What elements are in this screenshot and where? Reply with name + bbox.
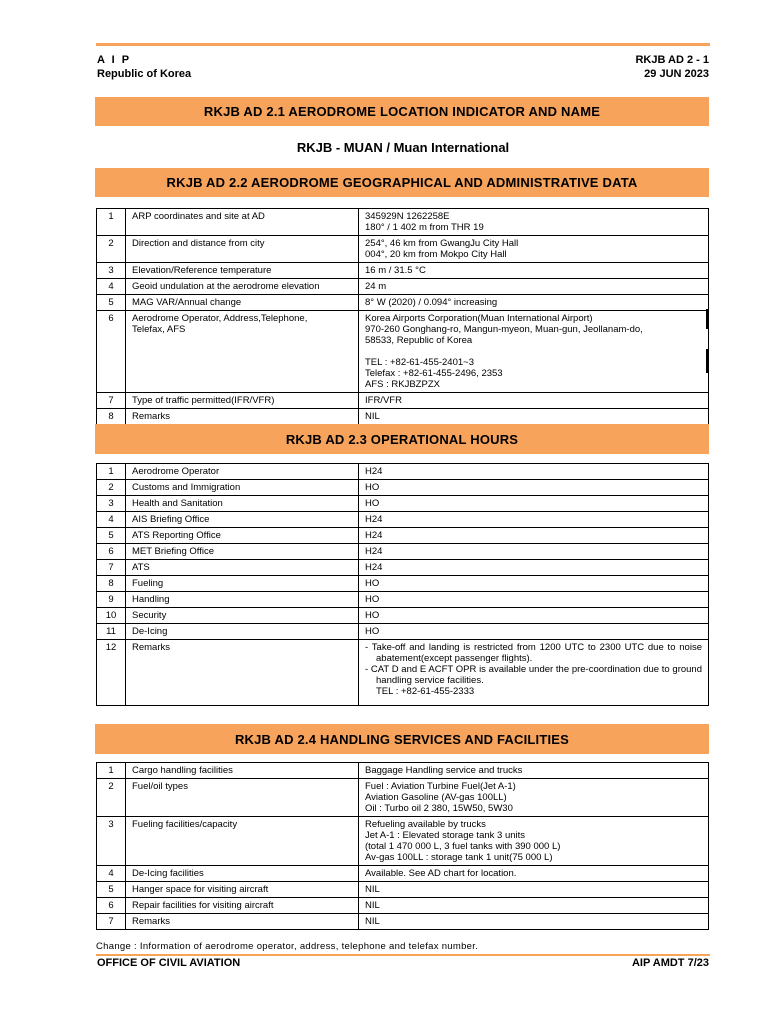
- aerodrome-name: RKJB - MUAN / Muan International: [296, 140, 510, 155]
- row-number: 2: [97, 779, 126, 817]
- row-number: 1: [97, 763, 126, 779]
- row-label: Fueling: [126, 576, 359, 592]
- remarks-value: [359, 640, 709, 706]
- row-value: HO: [359, 576, 709, 592]
- row-value: HO: [359, 608, 709, 624]
- row-label: Type of traffic permitted(IFR/VFR): [126, 393, 359, 409]
- header-rule: [96, 43, 710, 46]
- row-value: Refueling available by trucks Jet A-1 : Elevated storage tank 3 units (total 1 470 000 L, 3 fuel tanks with 390 000 L) Av-gas 100LL : storage tank 1 unit(75 000 L): [359, 817, 709, 866]
- row-label: AIS Briefing Office: [126, 512, 359, 528]
- row-number: 4: [97, 512, 126, 528]
- row-label: ATS Reporting Office: [126, 528, 359, 544]
- header-right: [635, 53, 709, 81]
- row-number: 3: [97, 496, 126, 512]
- table-row: [97, 295, 709, 311]
- row-label: ATS: [126, 560, 359, 576]
- row-label: Hanger space for visiting aircraft: [126, 882, 359, 898]
- table-row: [97, 209, 709, 236]
- row-label: Cargo handling facilities: [126, 763, 359, 779]
- table-row: [97, 898, 709, 914]
- table-row: [97, 608, 709, 624]
- row-label: Customs and Immigration: [126, 480, 359, 496]
- table-row: [97, 409, 709, 425]
- row-value: HO: [359, 624, 709, 640]
- remark-tel: TEL : +82-61-455-2333: [376, 686, 475, 697]
- row-value: Available. See AD chart for location.: [359, 866, 709, 882]
- row-number: 6: [97, 898, 126, 914]
- table-row: [97, 464, 709, 480]
- remark-item1: - Take-off and landing is restricted from 1200 UTC to 2300 UTC due to noise abatement(except passenger flights).: [365, 642, 702, 664]
- row-label: Direction and distance from city: [126, 236, 359, 263]
- table-row: [97, 882, 709, 898]
- header-country: Republic of Korea: [97, 68, 192, 80]
- row-number: 1: [97, 464, 126, 480]
- table-row: [97, 528, 709, 544]
- section-2-1-title: RKJB AD 2.1 AERODROME LOCATION INDICATOR AND NAME: [95, 97, 709, 126]
- table-row: [97, 263, 709, 279]
- table-row: [97, 544, 709, 560]
- table-row: [97, 311, 709, 393]
- row-number: 7: [97, 560, 126, 576]
- handling-services-table: [96, 762, 709, 930]
- row-number: 5: [97, 528, 126, 544]
- row-value: NIL: [359, 914, 709, 930]
- table-row: [97, 279, 709, 295]
- row-label: MET Briefing Office: [126, 544, 359, 560]
- row-label: Health and Sanitation: [126, 496, 359, 512]
- footer-office: OFFICE OF CIVIL AVIATION: [97, 957, 241, 969]
- row-value: Fuel : Aviation Turbine Fuel(Jet A-1) Aviation Gasoline (AV-gas 100LL) Oil : Turbo oil 2 380, 15W50, 5W30: [359, 779, 709, 817]
- row-number: 12: [97, 640, 126, 706]
- table-row: [97, 393, 709, 409]
- header-aip: A I P: [97, 54, 132, 66]
- row-number: 7: [97, 393, 126, 409]
- row-value: 8° W (2020) / 0.094° increasing: [359, 295, 709, 311]
- section-2-4-title: RKJB AD 2.4 HANDLING SERVICES AND FACILITIES: [95, 724, 709, 754]
- table-row: [97, 576, 709, 592]
- header-date: 29 JUN 2023: [644, 68, 709, 80]
- table-row: [97, 914, 709, 930]
- table-row: [97, 763, 709, 779]
- row-number: 6: [97, 544, 126, 560]
- row-label: Remarks: [126, 640, 359, 706]
- row-value: H24: [359, 528, 709, 544]
- row-label: Repair facilities for visiting aircraft: [126, 898, 359, 914]
- row-label: MAG VAR/Annual change: [126, 295, 359, 311]
- section-2-3-title: RKJB AD 2.3 OPERATIONAL HOURS: [95, 424, 709, 454]
- row-number: 4: [97, 279, 126, 295]
- row-label: Aerodrome Operator, Address,Telephone, Telefax, AFS: [126, 311, 359, 393]
- row-number: 5: [97, 882, 126, 898]
- change-note: Change : Information of aerodrome operator, address, telephone and telefax number.: [96, 941, 479, 952]
- row-label: Geoid undulation at the aerodrome elevation: [126, 279, 359, 295]
- row-label: Handling: [126, 592, 359, 608]
- row-number: 2: [97, 480, 126, 496]
- row-value: 345929N 1262258E 180° / 1 402 m from THR 19: [359, 209, 709, 236]
- footer-amendment: AIP AMDT 7/23: [631, 957, 709, 969]
- row-value: HO: [359, 480, 709, 496]
- table-row: [97, 866, 709, 882]
- table-row: [97, 480, 709, 496]
- row-label: De-Icing: [126, 624, 359, 640]
- row-value: IFR/VFR: [359, 393, 709, 409]
- row-number: 3: [97, 817, 126, 866]
- row-number: 8: [97, 409, 126, 425]
- row-number: 3: [97, 263, 126, 279]
- row-label: Fueling facilities/capacity: [126, 817, 359, 866]
- row-number: 10: [97, 608, 126, 624]
- row-value: NIL: [359, 409, 709, 425]
- row-label: De-Icing facilities: [126, 866, 359, 882]
- row-value: 24 m: [359, 279, 709, 295]
- row-number: 5: [97, 295, 126, 311]
- row-number: 9: [97, 592, 126, 608]
- row-value: HO: [359, 496, 709, 512]
- row-value: NIL: [359, 882, 709, 898]
- table-row: [97, 779, 709, 817]
- table-row: [97, 624, 709, 640]
- row-label: Remarks: [126, 914, 359, 930]
- row-number: 4: [97, 866, 126, 882]
- row-value: H24: [359, 464, 709, 480]
- row-number: 2: [97, 236, 126, 263]
- table-row: [97, 560, 709, 576]
- table-row: [97, 496, 709, 512]
- row-number: 11: [97, 624, 126, 640]
- row-value: Korea Airports Corporation(Muan International Airport) 970-260 Gonghang-ro, Mangun-myeon, Muan-gun, Jeollanam-do, 58533, Republic of Korea TEL : +82-61-455-2401~3 Telefax : +82-61-455-2496, 2353 AFS : RKJBZPZX: [359, 311, 709, 393]
- table-row: [97, 817, 709, 866]
- header-left: [97, 53, 191, 81]
- row-label: Elevation/Reference temperature: [126, 263, 359, 279]
- row-value: 254°, 46 km from GwangJu City Hall 004°, 20 km from Mokpo City Hall: [359, 236, 709, 263]
- row-value: NIL: [359, 898, 709, 914]
- row-value: Baggage Handling service and trucks: [359, 763, 709, 779]
- table-row: [97, 512, 709, 528]
- remark-item2: - CAT D and E ACFT OPR is available under the pre-coordination due to ground handling service facilities.: [365, 664, 702, 686]
- section-2-2-title: RKJB AD 2.2 AERODROME GEOGRAPHICAL AND ADMINISTRATIVE DATA: [95, 168, 709, 197]
- row-value: H24: [359, 512, 709, 528]
- table-row: [97, 236, 709, 263]
- row-label: Remarks: [126, 409, 359, 425]
- change-bar: [706, 309, 709, 329]
- row-number: 8: [97, 576, 126, 592]
- row-label: Security: [126, 608, 359, 624]
- table-row: [97, 640, 709, 706]
- geo-admin-table: [96, 208, 709, 425]
- footer-rule: [96, 954, 710, 956]
- operational-hours-table: [96, 463, 709, 706]
- header-page-ref: RKJB AD 2 - 1: [635, 54, 709, 66]
- row-value: 16 m / 31.5 °C: [359, 263, 709, 279]
- row-number: 6: [97, 311, 126, 393]
- row-number: 7: [97, 914, 126, 930]
- change-bar: [706, 349, 709, 373]
- table-row: [97, 592, 709, 608]
- row-number: 1: [97, 209, 126, 236]
- row-label: Fuel/oil types: [126, 779, 359, 817]
- row-value: HO: [359, 592, 709, 608]
- row-label: Aerodrome Operator: [126, 464, 359, 480]
- row-label: ARP coordinates and site at AD: [126, 209, 359, 236]
- row-value: H24: [359, 544, 709, 560]
- row-value: H24: [359, 560, 709, 576]
